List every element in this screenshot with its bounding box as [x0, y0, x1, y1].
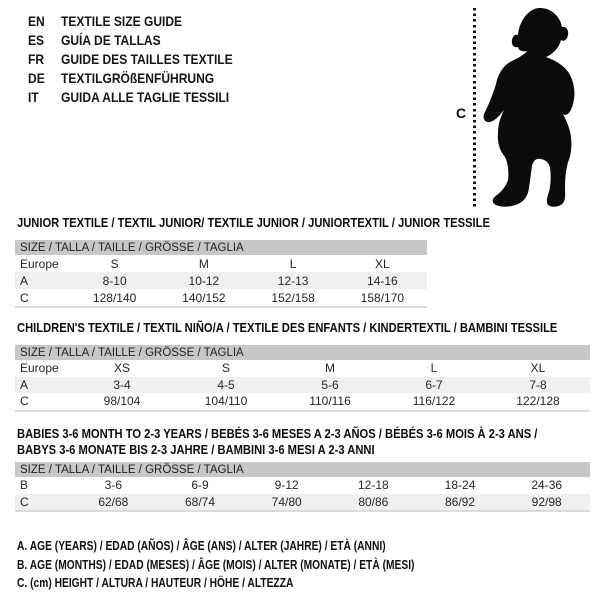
language-title-block	[28, 13, 261, 108]
babies-size-header-label: SIZE / TALLA / TAILLE / GRÖSSE / TAGLIA	[20, 463, 244, 476]
junior-row-a	[15, 272, 427, 289]
table-cell: 6-7	[425, 377, 443, 392]
table-cell: 14-16	[367, 273, 398, 288]
lang-code-en: EN	[28, 13, 45, 29]
babies-row-c	[15, 494, 590, 511]
children-row-c-label: C	[20, 394, 29, 409]
junior-col-xl: XL	[375, 256, 390, 271]
junior-section-title	[17, 215, 567, 231]
lang-code-fr: FR	[28, 51, 45, 67]
table-cell: 80/86	[358, 494, 389, 509]
children-columns-row	[15, 360, 590, 377]
babies-section-title	[17, 426, 600, 458]
table-cell: 18-24	[444, 478, 476, 493]
table-cell: 158/170	[360, 290, 405, 305]
table-cell: 6-9	[191, 478, 209, 493]
table-cell: 10-12	[188, 273, 220, 288]
lang-row-es	[28, 32, 261, 51]
toddler-silhouette-image	[480, 5, 580, 210]
table-cell: 92/98	[531, 494, 562, 509]
babies-size-header-bar	[15, 462, 590, 477]
table-cell: 74/80	[271, 494, 302, 509]
children-col-europe: Europe	[20, 361, 59, 376]
table-cell: 116/122	[412, 394, 456, 409]
children-col-s: S	[221, 361, 230, 376]
babies-size-table	[15, 462, 590, 512]
lang-label-es: GUÍA DE TALLAS	[61, 32, 161, 48]
table-cell: 86/92	[445, 494, 476, 509]
children-section-title	[17, 320, 600, 336]
lang-label-it: GUIDA ALLE TAGLIE TESSILI	[61, 89, 230, 105]
children-col-xl: XL	[530, 361, 546, 376]
lang-row-it	[28, 89, 261, 108]
children-row-c	[15, 393, 590, 410]
junior-row-c-label: C	[20, 290, 29, 305]
note-c: C. (cm) HEIGHT / ALTURA / HAUTEUR / HÖHE / ALTEZZA	[17, 576, 294, 590]
junior-col-m: M	[198, 256, 209, 271]
height-measure-dotted-line	[473, 8, 476, 208]
babies-title-line1: BABIES 3-6 MONTH TO 2-3 YEARS / BEBÉS 3-6 MESES A 2-3 AÑOS / BÉBÉS 3-6 MOIS À 2-3 ANS /	[17, 426, 538, 441]
lang-code-de: DE	[28, 70, 45, 86]
junior-size-header-bar	[15, 240, 427, 255]
junior-col-europe: Europe	[20, 256, 59, 271]
table-cell: 4-5	[217, 377, 235, 392]
babies-row-b	[15, 477, 590, 494]
note-a: A. AGE (YEARS) / EDAD (AÑOS) / ÂGE (ANS) / ALTER (JAHRE) / ETÀ (ANNI)	[17, 539, 386, 553]
children-col-xs: XS	[113, 361, 130, 376]
junior-size-header-label: SIZE / TALLA / TAILLE / GRÖSSE / TAGLIA	[20, 241, 244, 254]
height-marker-label: C	[456, 105, 467, 121]
table-cell: 104/110	[204, 394, 248, 409]
table-cell: 122/128	[516, 394, 560, 409]
junior-columns-row	[15, 255, 427, 272]
lang-label-de: TEXTILGRÖßENFÜHRUNG	[61, 70, 215, 86]
lang-code-it: IT	[28, 89, 39, 105]
note-b: B. AGE (MONTHS) / EDAD (MESES) / ÂGE (MOIS) / ALTER (MONATE) / ETÀ (MESI)	[17, 557, 415, 572]
table-cell: 68/74	[184, 494, 216, 509]
table-cell: 12-13	[277, 273, 309, 288]
table-cell: 98/104	[103, 394, 141, 409]
table-cell: 128/140	[92, 290, 137, 305]
table-cell: 24-36	[531, 478, 563, 493]
babies-row-c-label: C	[20, 494, 29, 509]
junior-row-c	[15, 289, 427, 306]
babies-row-b-label: B	[20, 478, 29, 493]
table-cell: 140/152	[182, 290, 226, 305]
lang-label-en: TEXTILE SIZE GUIDE	[61, 13, 183, 29]
junior-col-s: S	[110, 256, 119, 271]
children-size-header-bar	[15, 345, 590, 360]
junior-row-a-label: A	[20, 273, 29, 288]
children-title-text: CHILDREN'S TEXTILE / TEXTIL NIÑO/A / TEXTILE DES ENFANTS / KINDERTEXTIL / BAMBINI TESSILE	[17, 320, 558, 335]
table-cell: 7-8	[529, 377, 547, 392]
table-cell: 8-10	[102, 273, 127, 288]
table-cell: 152/158	[271, 290, 315, 305]
table-cell: 5-6	[321, 377, 339, 392]
junior-col-l: L	[289, 256, 297, 271]
junior-size-table	[15, 240, 427, 308]
children-col-l: L	[430, 361, 438, 376]
lang-row-fr	[28, 51, 261, 70]
babies-title-line2: BABYS 3-6 MONATE BIS 2-3 JAHRE / BAMBINI 3-6 MESI A 2-3 ANNI	[17, 442, 375, 457]
junior-title-text: JUNIOR TEXTILE / TEXTIL JUNIOR/ TEXTILE JUNIOR / JUNIORTEXTIL / JUNIOR TESSILE	[17, 215, 490, 230]
table-cell: 110/116	[309, 394, 351, 409]
children-size-table	[15, 345, 590, 412]
table-cell: 62/68	[98, 494, 129, 509]
lang-row-en	[28, 13, 261, 32]
lang-label-fr: GUIDE DES TAILLES TEXTILE	[61, 51, 233, 67]
lang-code-es: ES	[28, 32, 45, 48]
lang-row-de	[28, 70, 261, 89]
children-row-a	[15, 377, 590, 394]
table-cell: 3-4	[113, 377, 131, 392]
table-cell: 12-18	[358, 478, 389, 493]
children-row-a-label: A	[20, 377, 29, 392]
table-cell: 3-6	[104, 478, 122, 493]
children-col-m: M	[325, 361, 335, 376]
table-cell: 9-12	[274, 478, 299, 493]
children-size-header-label: SIZE / TALLA / TAILLE / GRÖSSE / TAGLIA	[20, 346, 244, 359]
legend-notes	[17, 537, 502, 593]
